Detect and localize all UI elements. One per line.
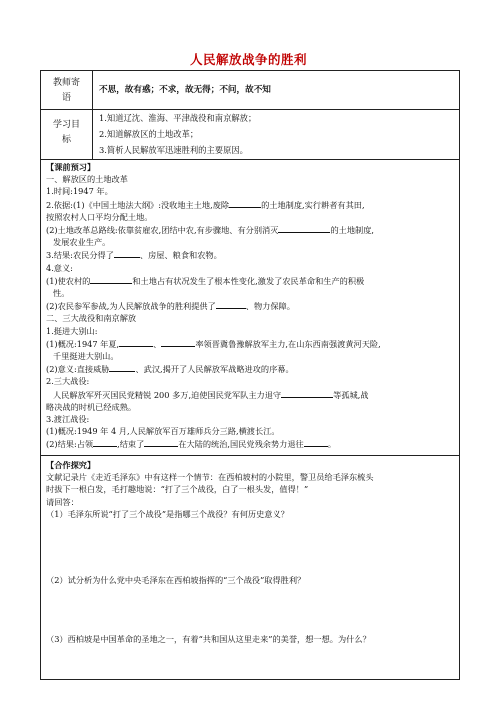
text-fragment: 2.依据:(1)《中国土地法大纲》:没收地主土地,废除 (46, 199, 230, 210)
column-divider (92, 71, 93, 159)
text-line (46, 337, 454, 350)
row-divider (41, 109, 459, 110)
preview-section (46, 161, 454, 451)
text-fragment: 、 (153, 338, 162, 349)
fill-blank[interactable] (90, 274, 132, 284)
teacher-motto: 不思，故有惑；不求，故无得；不问，故不知 (99, 85, 271, 95)
fill-blank[interactable] (278, 223, 330, 233)
text-fragment: 3.结果:农民分得了 (46, 250, 114, 261)
text-fragment: 。 (327, 439, 336, 450)
text-line (46, 248, 454, 261)
fill-blank[interactable] (119, 337, 153, 347)
question-3: （3）西柏坡是中国革命的圣地之一，有着“共和国从这里走来”的美誉，想一想。为什么？ (46, 634, 371, 644)
coop-heading: 【合作探究】 (46, 460, 96, 470)
fill-blank[interactable] (144, 437, 178, 447)
text-line (46, 299, 454, 312)
teacher-message-label (41, 76, 92, 106)
fill-blank[interactable] (216, 299, 246, 309)
learning-goals-label-text: 学习目标 (52, 120, 80, 145)
text-fragment: ,结束了 (117, 439, 145, 450)
text-fragment: (1)概况:1947 年夏, (46, 338, 120, 349)
section-divider (41, 455, 459, 456)
fill-blank[interactable] (109, 362, 135, 372)
text-line: 发展农业生产。 (53, 237, 111, 248)
text-fragment: 人民解放军歼灭国民党精锐 200 多万,迫使国民党军队主力退守 (53, 389, 282, 400)
text-fragment: (2)意义:直接威胁 (46, 364, 110, 375)
text-line (46, 198, 454, 211)
text-line: 略决战的时机已经成熟。 (46, 401, 137, 412)
text-fragment: 的土地制度, (330, 225, 374, 236)
fill-blank[interactable] (304, 437, 328, 447)
fill-blank[interactable] (161, 337, 195, 347)
page-title: 人民解放战争的胜利 (189, 52, 307, 67)
text-fragment: 和土地占有状况发生了根本性变化,激发了农民革命和生产的积极 (132, 275, 365, 286)
text-line: 1.挺进大别山: (46, 325, 98, 336)
text-fragment: 率领晋冀鲁豫解放军主力,在山东西南强渡黄河天险, (195, 338, 381, 349)
goal-item: 3.简析人民解放军迅速胜利的主要原因。 (99, 145, 248, 155)
text-line: 性。 (53, 288, 70, 299)
text-line: 时拔下一根白发，毛打趣地说：“打了三个战役，白了一根头发，值得！” (46, 484, 309, 495)
preview-heading: 【课前预习】 (46, 162, 96, 172)
text-line (46, 388, 454, 401)
section-heading: 二、三大战役和南京解放 (46, 313, 137, 324)
text-fragment: 、武汉,揭开了人民解放军战略进攻的序幕。 (135, 364, 294, 375)
text-fragment: 等孤城,战 (333, 389, 369, 400)
coop-section (46, 459, 454, 520)
text-fragment: (2)土地改革总路线:依靠贫雇农,团结中农,有步骤地、有分别消灭 (46, 225, 279, 236)
fill-blank[interactable] (281, 388, 333, 398)
text-line: 3.渡江战役: (46, 414, 90, 425)
text-line: 文献记录片《走近毛泽东》中有这样一个情节：在西柏坡村的小院里，警卫员给毛泽东梳头 (46, 472, 374, 483)
teacher-message-label-text: 教师寄语 (52, 78, 80, 103)
fill-blank[interactable] (229, 198, 261, 208)
text-line: 千里挺进大别山。 (53, 351, 119, 362)
text-line (46, 274, 454, 287)
question-2: （2）试分析为什么党中央毛泽东在西柏坡指挥的“三个战役”取得胜利？ (46, 575, 306, 585)
text-line: 2.三大战役: (46, 376, 90, 387)
text-fragment: (2)农民参军参战,为人民解放战争的胜利提供了 (46, 301, 216, 312)
fill-blank[interactable] (93, 437, 117, 447)
text-line (46, 437, 454, 450)
section-heading: 一、解放区的土地改革 (46, 174, 128, 185)
worksheet-table (40, 70, 460, 680)
text-line (46, 362, 454, 375)
text-line: (1)概况:1949 年 4 月,人民解放军百万雄师兵分三路,横渡长江。 (46, 426, 280, 437)
fill-blank[interactable] (114, 248, 140, 258)
text-line: 请回答： (46, 496, 79, 507)
goal-item: 1.知道辽沈、淮海、平津战役和南京解放； (99, 113, 257, 123)
text-line (46, 223, 454, 236)
text-line: 按照农村人口平均分配土地。 (46, 211, 153, 222)
learning-goals-label (41, 118, 92, 148)
text-line: 4.意义: (46, 262, 73, 273)
row-divider (41, 159, 459, 160)
text-fragment: (2)结果:占领 (46, 439, 94, 450)
goal-item: 2.知道解放区的土地改革； (99, 129, 199, 139)
text-line: 1.时间:1947 年。 (46, 186, 113, 197)
text-fragment: 的土地制度,实行耕者有其田, (261, 199, 365, 210)
text-fragment: 、物力保障。 (245, 301, 295, 312)
text-fragment: (1)使农村的 (46, 275, 91, 286)
text-fragment: 、房屋、粮食和农物。 (139, 250, 222, 261)
text-fragment: 在大陆的统治,国民党残余势力退往 (178, 439, 304, 450)
question-1: （1）毛泽东所说“打了三个战役”是指哪三个战役？有何历史意义？ (46, 508, 289, 519)
